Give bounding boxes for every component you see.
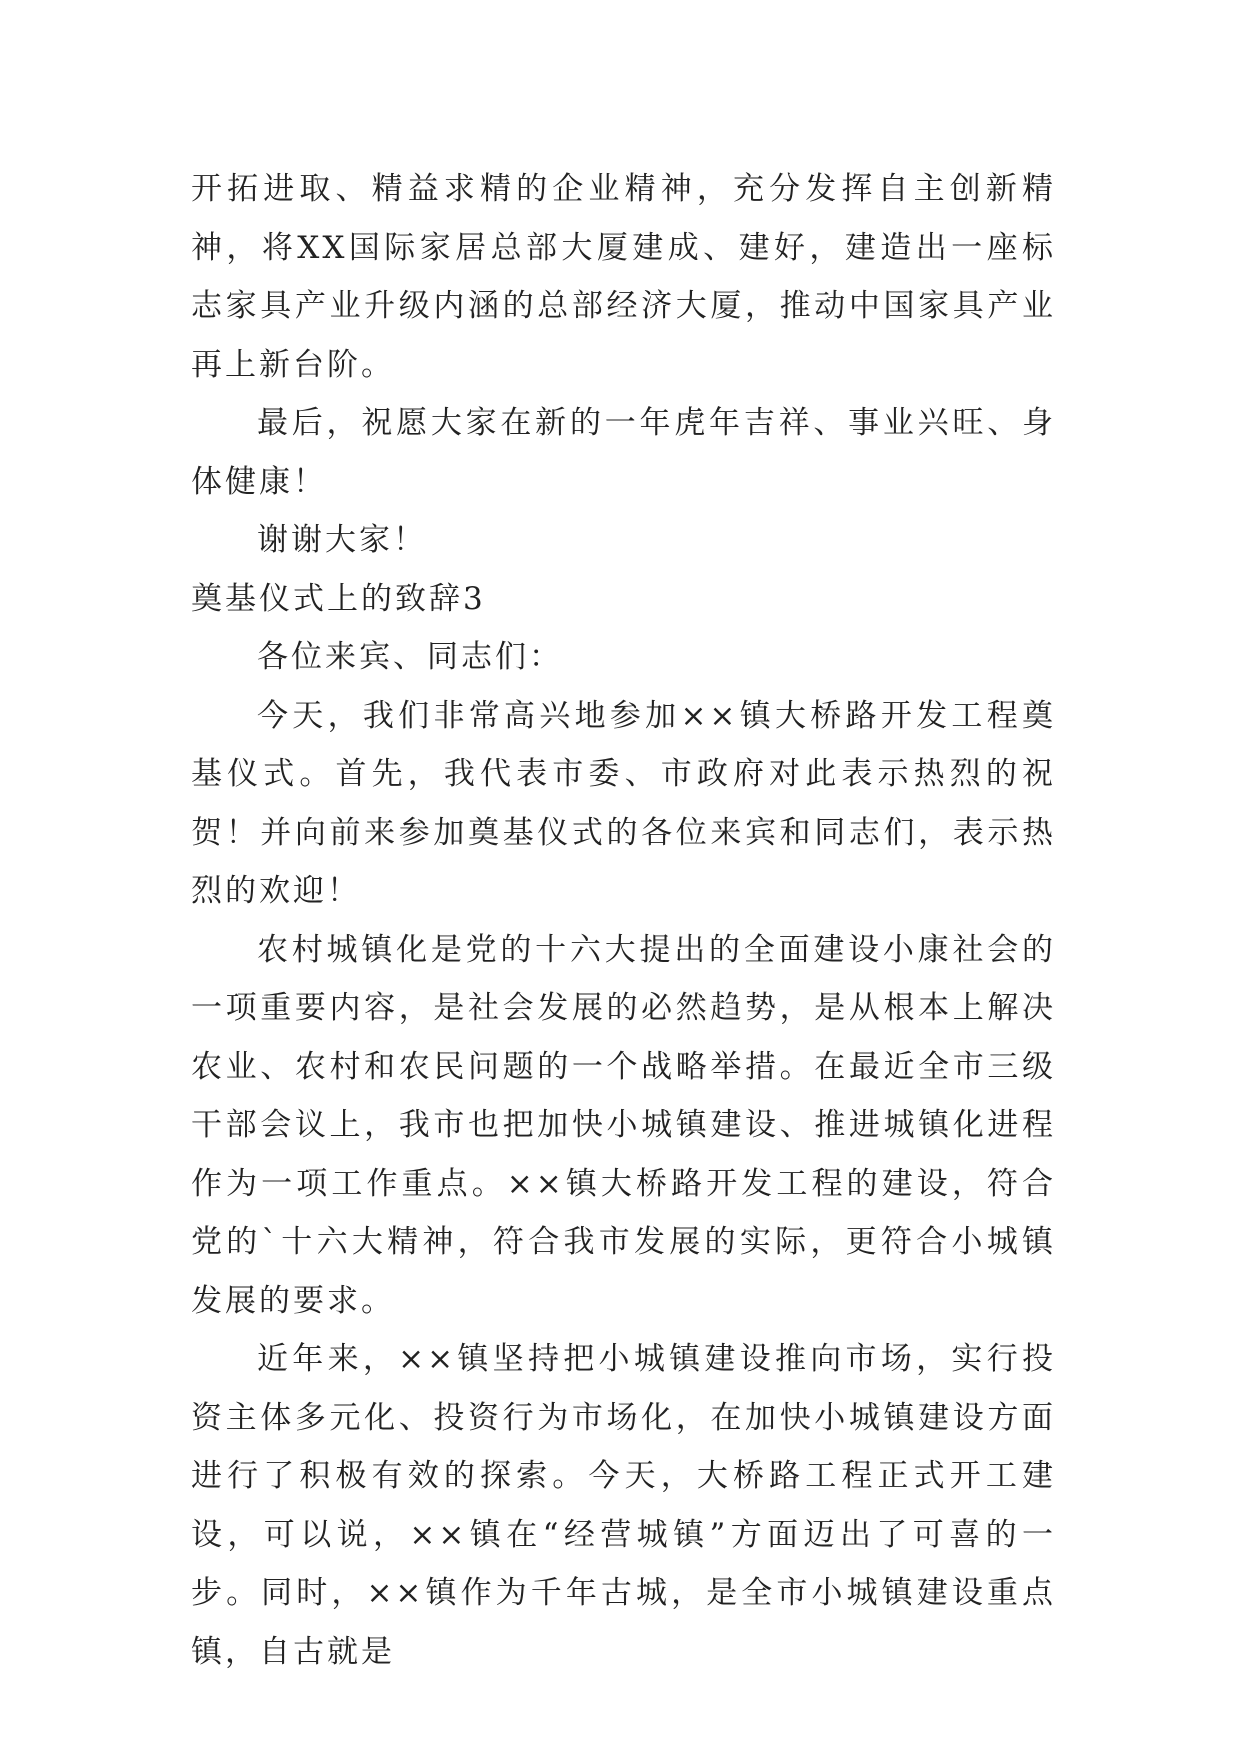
paragraph-3: 谢谢大家！ bbox=[257, 522, 427, 558]
paragraph-1: 开拓进取、精益求精的企业精神，充分发挥自主创新精神，将XX国际家居总部大厦建成、建好，建造出一座标志家具产业升级内涵的总部经济大厦，推动中国家具产业再上新台阶。 bbox=[191, 171, 1056, 383]
document-body bbox=[191, 160, 1056, 1681]
paragraph-7: 近年来，××镇坚持把小城镇建设推向市场，实行投资主体多元化、投资行为市场化，在加快小城镇建设方面进行了积极有效的探索。今天，大桥路工程正式开工建设，可以说，××镇在“经营城镇”方面迈出了可喜的一步。同时，××镇作为千年古城，是全市小城镇建设重点镇，自古就是 bbox=[191, 1341, 1056, 1670]
paragraph-2: 最后，祝愿大家在新的一年虎年吉祥、事业兴旺、身体健康！ bbox=[191, 405, 1056, 500]
paragraph-salutation: 各位来宾、同志们： bbox=[257, 639, 563, 675]
section-heading: 奠基仪式上的致辞3 bbox=[191, 580, 486, 617]
paragraph-6: 农村城镇化是党的十六大提出的全面建设小康社会的一项重要内容，是社会发展的必然趋势，是从根本上解决农业、农村和农民问题的一个战略举措。在最近全市三级干部会议上，我市也把加快小城镇建设、推进城镇化进程作为一项工作重点。××镇大桥路开发工程的建设，符合党的`十六大精神，符合我市发展的实际，更符合小城镇发展的要求。 bbox=[191, 931, 1056, 1319]
paragraph-5: 今天，我们非常高兴地参加××镇大桥路开发工程奠基仪式。首先，我代表市委、市政府对此表示热烈的祝贺！并向前来参加奠基仪式的各位来宾和同志们，表示热烈的欢迎！ bbox=[191, 697, 1056, 909]
